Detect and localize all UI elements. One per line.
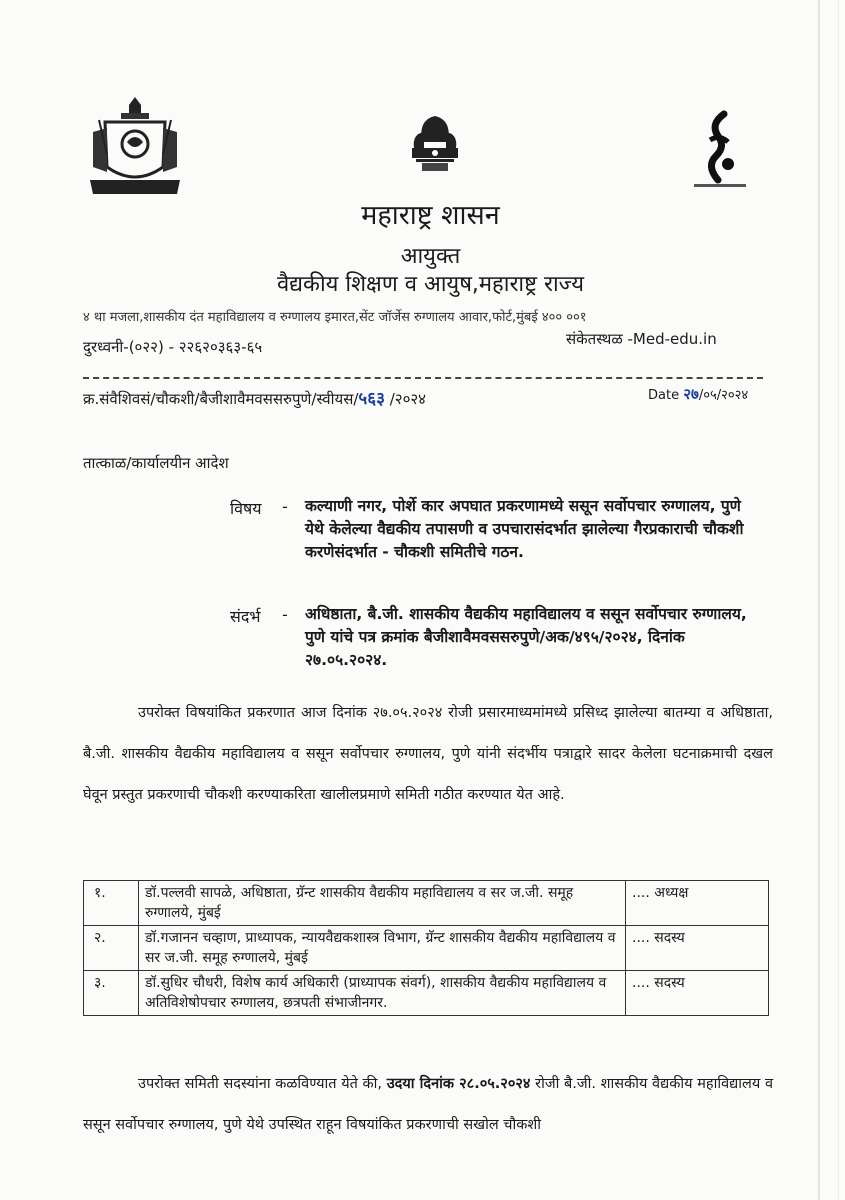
reference-text: अधिष्ठाता, बै.जी. शासकीय वैद्यकीय महाविद्यालय व ससून सर्वोपचार रुग्णालय, पुणे यांचे पत्र क्रमांक बैजीशावैमवससरुपुणे/अक/४९५/२०२४, दिनांक २७.०५.२०२४. — [305, 605, 747, 669]
phone-number: दुरध्वनी-(०२२) - २२६२०३६३-६५ — [83, 338, 263, 356]
member-role: .... सदस्य — [626, 926, 769, 971]
subject-dash: - — [282, 497, 288, 516]
government-title: महाराष्ट्र शासन — [361, 200, 500, 231]
member-index: ३. — [84, 971, 139, 1016]
member-role: .... अध्यक्ष — [626, 881, 769, 926]
header-divider — [83, 377, 763, 379]
member-index: २. — [84, 926, 139, 971]
table-row — [84, 881, 769, 926]
table-row — [84, 926, 769, 971]
committee-members-table — [83, 880, 769, 1016]
subject-label: विषय — [230, 499, 262, 518]
page-fold-line — [838, 0, 839, 1200]
date-rest: /०५/२०२४ — [698, 388, 749, 403]
reference-handwritten-number: ५६३ — [358, 389, 385, 409]
paragraph-2-date: उदया दिनांक २८.०५.२०२४ — [386, 1076, 531, 1092]
member-details: डॉ.सुधिर चौधरी, विशेष कार्य अधिकारी (प्राध्यापक संवर्ग), शासकीय वैद्यकीय महाविद्यालय व अतिविशेषोपचार रुग्णालय, छत्रपती संभाजीनगर. — [139, 971, 626, 1016]
date-label: Date — [648, 388, 680, 403]
reference-prefix: क्र.संवैशिवसं/चौकशी/बैजीशावैमवससरुपुणे/स्वीयस/ — [83, 390, 359, 408]
ayush-logo-icon — [688, 110, 752, 192]
member-index: १. — [84, 881, 139, 926]
order-date — [648, 384, 748, 404]
department-title: वैद्यकीय शिक्षण व आयुष,महाराष्ट्र राज्य — [276, 272, 585, 297]
page-fold-line — [818, 0, 820, 1200]
reference-dash: - — [282, 605, 288, 624]
reference-label: संदर्भ — [230, 607, 261, 626]
member-details: डॉ.गजानन चव्हाण, प्राध्यापक, न्यायवैद्यकशास्त्र विभाग, ग्रॅन्ट शासकीय वैद्यकीय महाविद्यालय व सर ज.जी. समूह रुग्णालये, मुंबई — [139, 926, 626, 971]
national-emblem-icon — [400, 112, 470, 192]
member-role: .... सदस्य — [626, 971, 769, 1016]
paragraph-2-rest: रोजी बै.जी. शासकीय वैद्यकीय महाविद्यालय व ससून सर्वोपचार रुग्णालय, पुणे येथे उपस्थित राहून विषयांकित प्रकरणाची सखोल चौकशी — [83, 1076, 774, 1133]
subject-text: कल्याणी नगर, पोर्शे कार अपघात प्रकरणामध्ये ससून सर्वोपचार रुग्णालय, पुणे येथे केलेल्या वैद्यकीय तपासणी व उपचारासंदर्भात झालेल्या गैरप्रकाराची चौकशी करणेसंदर्भात - चौकशी समितीचे गठन. — [305, 497, 744, 561]
date-day-handwritten: २७ — [683, 385, 699, 403]
reference-suffix: /२०२४ — [389, 390, 426, 408]
reference-number — [83, 386, 426, 409]
website: संकेतस्थळ -Med-edu.in — [566, 330, 717, 348]
order-type: तात्काळ/कार्यालयीन आदेश — [83, 454, 229, 472]
paragraph-2-lead: उपरोक्त समिती सदस्यांना कळविण्यात येते की, — [138, 1076, 383, 1092]
member-details: डॉ.पल्लवी सापळे, अधिष्ठाता, ग्रॅन्ट शासकीय वैद्यकीय महाविद्यालय व सर ज.जी. समूह रुग्णालये, मुंबई — [139, 881, 626, 926]
grant-medical-college-crest-icon — [85, 92, 185, 202]
body-paragraph-1: उपरोक्त विषयांकित प्रकरणात आज दिनांक २७.०५.२०२४ रोजी प्रसारमाध्यमांमध्ये प्रसिध्द झालेल्या बातम्या व अधिष्ठाता, बै.जी. शासकीय वैद्यकीय महाविद्यालय व ससून सर्वोपचार रुग्णालय, पुणे यांनी संदर्भीय पत्राद्वारे सादर केलेला घटनाक्रमाची दखल घेवून प्रस्तुत प्रकरणाची चौकशी करण्याकरिता खालीलप्रमाणे समिती गठीत करण्यात येत आहे. — [83, 705, 773, 803]
commissioner-title: आयुक्त — [400, 244, 461, 269]
office-address: ४ था मजला,शासकीय दंत महाविद्यालय व रुग्णालय इमारत,सेंट जॉर्जेस रुग्णालय आवार,फोर्ट,मुंबई ४०० ००१ — [83, 310, 587, 325]
table-row — [84, 971, 769, 1016]
body-paragraph-2 — [83, 1064, 773, 1146]
